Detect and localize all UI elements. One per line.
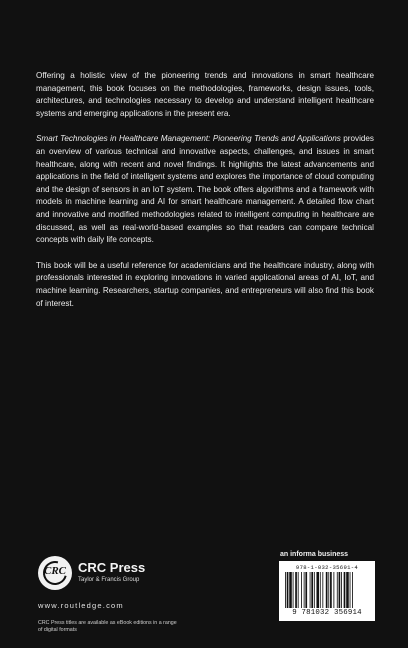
publisher-name: CRC Press — [78, 560, 146, 575]
publisher-website: www.routledge.com — [38, 601, 124, 610]
barcode-digits: 9 781032 356914 — [292, 609, 362, 617]
description-paragraph-2-body: provides an overview of various technical and innovative aspects, challenges, and issues in smart healthcare, along with recent and novel findings. It highlights the latest advancements and applications in the field of intelligent systems and explores the importance of cloud computing and the design of sensors in an IoT system. The book offers algorithms and a framework with models in machine learning and AI for smart healthcare management. A detailed flow chart and innovative and modified methodologies related to intelligent computing in healthcare are discussed, as well as real-world-based examples so that readers can compare technical concepts with daily life concepts. — [36, 134, 374, 245]
ebook-note: CRC Press titles are available as eBook editions in a range of digital formats — [38, 620, 177, 633]
barcode-bar — [346, 572, 349, 608]
informa-tagline: an informa business — [280, 551, 349, 558]
barcode-bar — [287, 572, 289, 608]
barcode-bar — [298, 572, 299, 608]
barcode-bar — [337, 572, 338, 608]
description-paragraph-1: Offering a holistic view of the pioneering trends and innovations in smart healthcare management, this book focuses on the methodologies, frameworks, design issues, tools, architectures, and technologies necessary to develop and understand intelligent healthcare systems and emerging applications in the present era. — [36, 71, 374, 118]
crc-logo-icon — [38, 556, 72, 590]
barcode-bar — [295, 572, 297, 608]
barcode-bar — [314, 572, 315, 608]
barcode-bar — [333, 572, 334, 608]
publisher-logo — [38, 556, 238, 596]
barcode-bar — [326, 572, 328, 608]
barcode-bar — [304, 572, 305, 608]
isbn-barcode — [279, 561, 375, 621]
logo-mark-text: CRC — [43, 565, 66, 577]
barcode-bar — [301, 572, 302, 608]
book-title-italic: Smart Technologies in Healthcare Management: Pioneering Trends and Applications — [36, 134, 341, 144]
publisher-group: Taylor & Francis Group — [78, 577, 140, 583]
barcode-bar — [328, 572, 329, 608]
description-paragraph-3: This book will be a useful reference for academicians and the healthcare industry, along with professionals interested in exploring innovations in varied applicational areas of AI, IoT, and machine learning. Researchers, startup companies, and entrepreneurs will also find this book of interest. — [36, 260, 374, 308]
barcode-bar — [316, 572, 319, 608]
description-paragraph-2 — [36, 133, 374, 246]
barcode-bar — [352, 572, 353, 608]
barcode-bar — [339, 572, 341, 608]
isbn-number: 978-1-032-35691-4 — [295, 564, 359, 571]
barcode-bar — [341, 572, 342, 608]
barcode-bar — [350, 572, 351, 608]
barcode-bar — [311, 572, 313, 608]
barcode-bar — [322, 572, 323, 608]
barcode-bar — [293, 572, 294, 608]
barcode-bar — [320, 572, 321, 608]
barcode-bar — [305, 572, 307, 608]
barcode-bar — [285, 572, 286, 608]
barcode-bar — [344, 572, 346, 608]
barcode-bar — [330, 572, 332, 608]
barcode-bars — [285, 572, 369, 608]
barcode-bar — [310, 572, 311, 608]
barcode-bar — [289, 572, 292, 608]
book-description — [36, 70, 374, 323]
